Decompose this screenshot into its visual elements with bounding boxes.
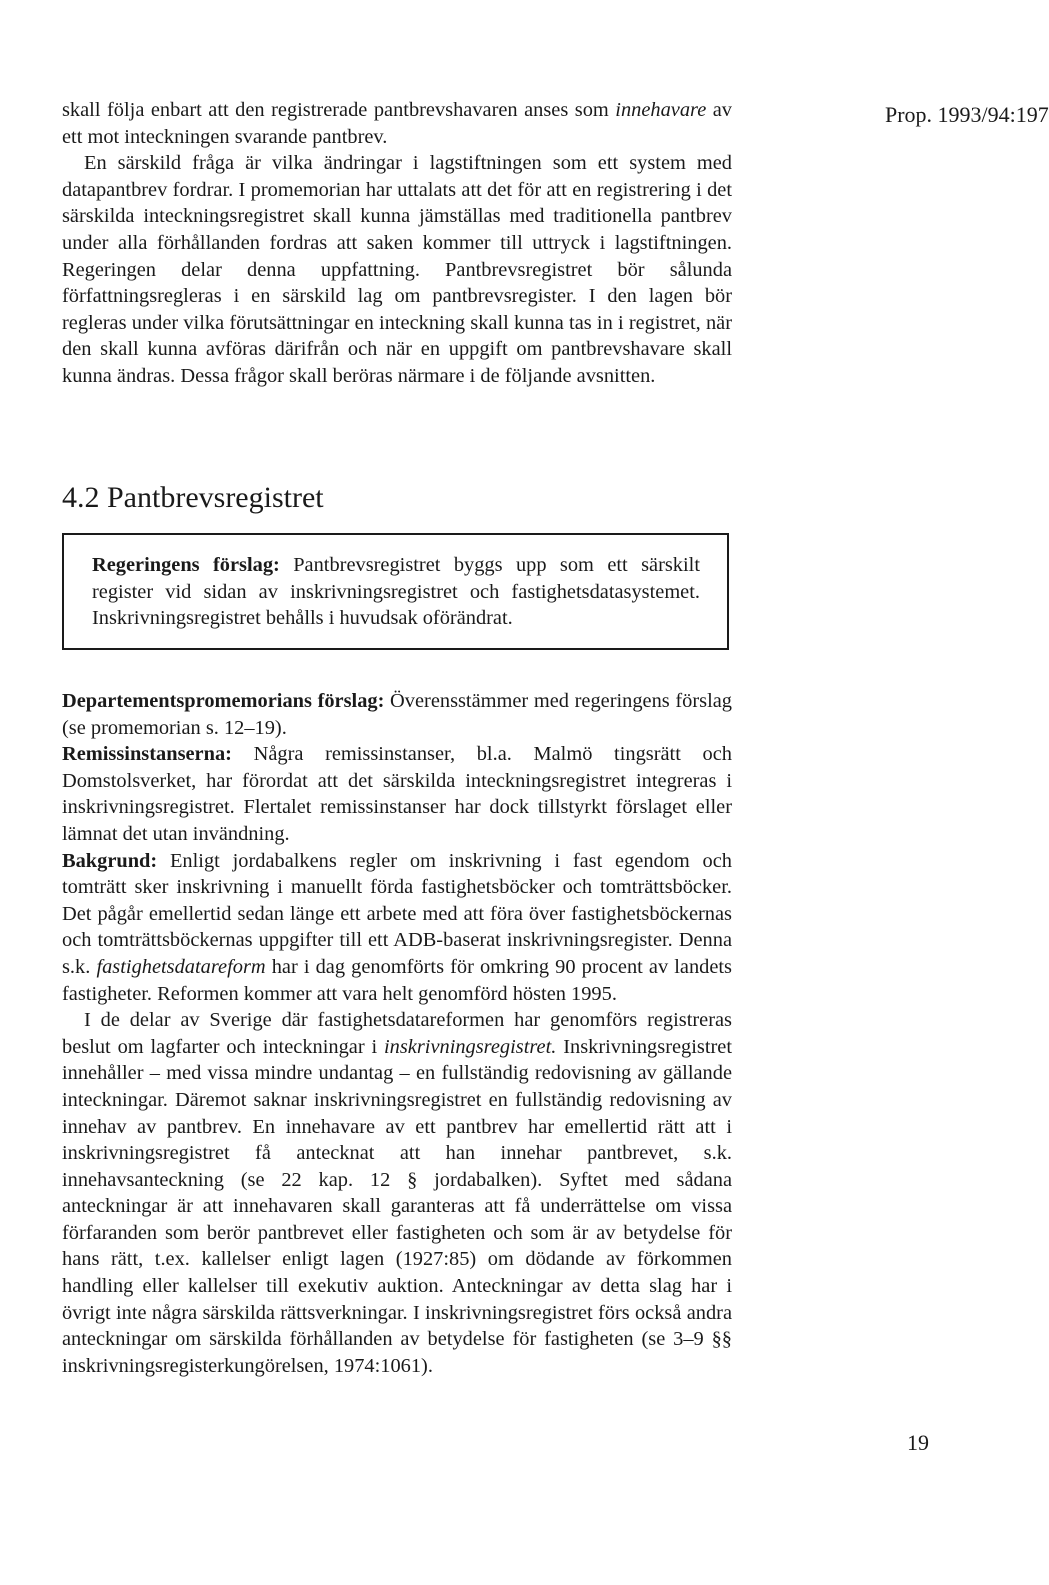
paragraph-intro-1 — [62, 97, 732, 150]
text-run: Överensstämmer med regeringens förslag (se promemorian s. 12–19). — [62, 690, 733, 739]
italic-term: inskrivningsregistret. — [384, 1035, 557, 1058]
bakgrund-label: Bakgrund: — [62, 849, 158, 872]
section-heading: 4.2 Pantbrevsregistret — [62, 481, 324, 514]
intro-text — [62, 97, 732, 390]
text-run: har i dag genomförts för omkring 90 procent av landets fastigheter. Reformen kommer att vara helt genomförd hösten 1995. — [62, 955, 732, 1005]
dept-label: Departementspromemorians förslag: — [62, 690, 385, 712]
remiss-label: Remissinstanserna: — [62, 743, 232, 766]
text-run: av ett mot inteckningen svarande pantbrev. — [62, 99, 733, 148]
text-run: skall följa enbart att den registrerade pantbrevshavaren anses som — [62, 99, 616, 121]
text-run: Inskrivningsregistret innehåller – med vissa mindre undantag – en fullständig redovisning av gällande inteckningar. Däremot saknar inskrivningsregistret en fullständig redovisning av innehav av pantbrev. En innehavare av ett pantbrev har emellertid rätt att i inskrivningsregistret få antecknat att han innehar pantbrevet, s.k. innehavsanteckning (se 22 kap. 12 § jordabalken). Syftet med sådana anteckningar är att innehavaren skall garanteras att få underrättelse om vissa förfaranden som berör pantbrevet eller fastigheten och som är av betydelse för hans rätt, t.ex. kallelser enligt lagen (1927:85) om dödande av förkommen handling eller kallelser till exekutiv auktion. Anteckningar av detta slag har i övrigt inte några särskilda rättsverkningar. I inskrivningsregistret förs också andra anteckningar om särskilda förhållanden av betydelse för fastigheten (se 3–9 §§ inskrivningsregisterkungörelsen, 1974:1061). — [62, 1035, 732, 1377]
proposal-label: Regeringens förslag: — [92, 554, 280, 576]
italic-term: innehavare — [615, 99, 707, 121]
body-text — [62, 688, 732, 1379]
italic-term: fastighetsdatareform — [96, 955, 266, 978]
proposal-text: Pantbrevsregistret byggs upp som ett särskilt register vid sidan av inskrivningsregistret och fastighetsdatasystemet. Inskrivningsregistret behålls i huvudsak oförändrat. — [92, 554, 700, 630]
paragraph-dept — [62, 688, 732, 741]
paragraph-inskrivning — [62, 1007, 732, 1379]
paragraph-bakgrund — [62, 848, 732, 1008]
text-run: I de delar av Sverige där fastighetsdatareformen har genomförs registreras beslut om lagfarter och inteckningar i — [62, 1009, 732, 1058]
running-head: Prop. 1993/94:197 — [885, 102, 1049, 127]
paragraph-intro-2: En särskild fråga är vilka ändringar i lagstiftningen som ett system med datapantbrev fordrar. I promemorian har uttalats att det för att en registrering i det särskilda inteckningsregistret skall kunna jämställas med traditionella pantbrev under alla förhållanden fordras att saken kommer till uttryck i lagstiftningen. Regeringen delar denna uppfattning. Pantbrevsregistret bör sålunda författningsregleras i en särskild lag om pantbrevsregister. I den lagen bör regleras under vilka förutsättningar en inteckning skall kunna tas in i registret, när den skall kunna avföras därifrån och när en uppgift om pantbrevshavare skall kunna ändras. Dessa frågor skall beröras närmare i de följande avsnitten. — [62, 152, 732, 387]
page-number: 19 — [907, 1430, 929, 1455]
text-run: Enligt jordabalkens regler om inskrivning i fast egendom och tomträtt sker inskrivning i manuellt förda fastighetsböcker och tomträttsböcker. Det pågår emellertid sedan länge ett arbete med att föra över fastighetsböckernas och tomträttsböckernas uppgifter till ett ADB-baserat inskrivningsregister. Denna s.k. — [62, 849, 732, 978]
text-run: Några remissinstanser, bl.a. Malmö tingsrätt och Domstolsverket, har förordat att det särskilda inteckningsregistret integreras i inskrivningsregistret. Flertalet remissinstanser har dock tillstyrkt förslaget eller lämnat det utan invändning. — [62, 743, 732, 845]
proposal-box — [62, 533, 729, 650]
paragraph-remiss — [62, 741, 732, 847]
